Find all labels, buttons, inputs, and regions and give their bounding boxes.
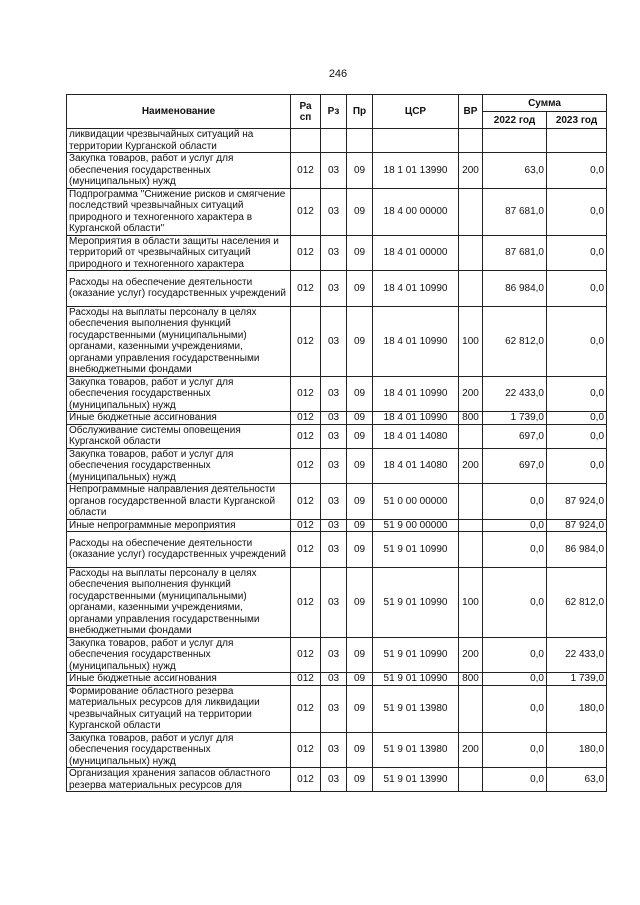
table-row <box>67 685 607 732</box>
table-row <box>67 424 607 448</box>
cell-name: Организация хранения запасов областного резерва материальных ресурсов для <box>67 768 291 792</box>
cell-vr <box>459 235 483 271</box>
cell-sum-2023: 0,0 <box>547 448 607 484</box>
cell-rz: 03 <box>321 519 347 532</box>
cell-name: Закупка товаров, работ и услуг для обеспечения государственных (муниципальных) нужд <box>67 376 291 412</box>
table-row <box>67 412 607 425</box>
cell-vr: 200 <box>459 376 483 412</box>
cell-rz: 03 <box>321 271 347 307</box>
cell-sum-2023: 1 739,0 <box>547 673 607 686</box>
cell-rasp: 012 <box>291 637 321 673</box>
cell-rasp: 012 <box>291 567 321 637</box>
cell-name: Расходы на выплаты персоналу в целях обеспечения выполнения функций государственными (муниципальными) органами, казенными учреждениями, органами управления государственными внебюджетными фондами <box>67 306 291 376</box>
cell-pr: 09 <box>347 153 373 189</box>
header-rz: Рз <box>321 95 347 129</box>
cell-vr <box>459 424 483 448</box>
cell-name: Формирование областного резерва материальных ресурсов для ликвидации чрезвычайных ситуаций на территории Курганской области <box>67 685 291 732</box>
cell-sum-2022: 87 681,0 <box>483 235 547 271</box>
cell-sum-2022: 63,0 <box>483 153 547 189</box>
cell-pr: 09 <box>347 519 373 532</box>
cell-csr: 18 4 01 10990 <box>373 306 459 376</box>
cell-rasp: 012 <box>291 376 321 412</box>
table-row <box>67 153 607 189</box>
cell-sum-2023: 0,0 <box>547 412 607 425</box>
cell-csr: 51 9 01 10990 <box>373 567 459 637</box>
cell-name: Расходы на обеспечение деятельности (оказание услуг) государственных учреждений <box>67 532 291 568</box>
cell-csr: 18 4 01 14080 <box>373 424 459 448</box>
cell-name: Иные бюджетные ассигнования <box>67 673 291 686</box>
cell-sum-2022: 0,0 <box>483 685 547 732</box>
cell-pr: 09 <box>347 448 373 484</box>
cell-sum-2023: 63,0 <box>547 768 607 792</box>
cell-sum-2022: 22 433,0 <box>483 376 547 412</box>
header-year-2022: 2022 год <box>483 112 547 129</box>
cell-rz: 03 <box>321 685 347 732</box>
cell-rz: 03 <box>321 376 347 412</box>
cell-pr: 09 <box>347 412 373 425</box>
cell-rz: 03 <box>321 412 347 425</box>
cell-pr: 09 <box>347 424 373 448</box>
cell-csr: 18 4 01 10990 <box>373 412 459 425</box>
cell-pr: 09 <box>347 484 373 520</box>
cell-sum-2023: 180,0 <box>547 685 607 732</box>
cell-rasp: 012 <box>291 673 321 686</box>
cell-sum-2023: 0,0 <box>547 153 607 189</box>
cell-csr: 18 4 00 00000 <box>373 188 459 235</box>
cell-rasp: 012 <box>291 519 321 532</box>
cell-pr: 09 <box>347 235 373 271</box>
cell-pr: 09 <box>347 376 373 412</box>
cell-name: Подпрограмма "Снижение рисков и смягчение последствий чрезвычайных ситуаций природного и техногенного характера в Курганской области" <box>67 188 291 235</box>
cell-rasp: 012 <box>291 424 321 448</box>
cell-csr: 18 4 01 10990 <box>373 271 459 307</box>
cell-rasp: 012 <box>291 532 321 568</box>
table-row <box>67 188 607 235</box>
cell-vr <box>459 532 483 568</box>
cell-rz: 03 <box>321 637 347 673</box>
cell-sum-2022: 1 739,0 <box>483 412 547 425</box>
cell-rz: 03 <box>321 153 347 189</box>
cell-sum-2022: 62 812,0 <box>483 306 547 376</box>
cell-pr: 09 <box>347 188 373 235</box>
cell-pr: 09 <box>347 271 373 307</box>
cell-csr <box>373 129 459 153</box>
cell-csr: 18 1 01 13990 <box>373 153 459 189</box>
table-row <box>67 637 607 673</box>
header-name: Наименование <box>67 95 291 129</box>
cell-sum-2023: 0,0 <box>547 271 607 307</box>
cell-rz <box>321 129 347 153</box>
cell-name: Закупка товаров, работ и услуг для обеспечения государственных (муниципальных) нужд <box>67 153 291 189</box>
cell-rz: 03 <box>321 484 347 520</box>
header-vr: ВР <box>459 95 483 129</box>
cell-rasp: 012 <box>291 732 321 768</box>
cell-sum-2023 <box>547 129 607 153</box>
cell-name: Расходы на выплаты персоналу в целях обеспечения выполнения функций государственными (муниципальными) органами, казенными учреждениями, органами управления государственными внебюджетными фондами <box>67 567 291 637</box>
table-row <box>67 306 607 376</box>
cell-sum-2023: 0,0 <box>547 235 607 271</box>
cell-sum-2022: 0,0 <box>483 532 547 568</box>
table-row <box>67 271 607 307</box>
cell-pr: 09 <box>347 532 373 568</box>
table-row <box>67 732 607 768</box>
cell-vr: 200 <box>459 153 483 189</box>
cell-vr: 800 <box>459 673 483 686</box>
table-row <box>67 129 607 153</box>
cell-name: ликвидации чрезвычайных ситуаций на территории Курганской области <box>67 129 291 153</box>
cell-rz: 03 <box>321 235 347 271</box>
cell-sum-2023: 0,0 <box>547 424 607 448</box>
cell-csr: 51 9 01 10990 <box>373 637 459 673</box>
cell-csr: 18 4 01 00000 <box>373 235 459 271</box>
cell-rasp: 012 <box>291 271 321 307</box>
cell-csr: 18 4 01 14080 <box>373 448 459 484</box>
cell-rz: 03 <box>321 306 347 376</box>
cell-sum-2022: 0,0 <box>483 637 547 673</box>
table-row <box>67 376 607 412</box>
cell-pr: 09 <box>347 732 373 768</box>
header-pr: Пр <box>347 95 373 129</box>
table-row <box>67 519 607 532</box>
cell-vr: 200 <box>459 637 483 673</box>
cell-sum-2023: 87 924,0 <box>547 484 607 520</box>
cell-sum-2022: 87 681,0 <box>483 188 547 235</box>
cell-csr: 51 9 01 10990 <box>373 532 459 568</box>
header-rasp: Ра сп <box>291 95 321 129</box>
cell-name: Непрограммные направления деятельности органов государственной власти Курганской области <box>67 484 291 520</box>
cell-csr: 18 4 01 10990 <box>373 376 459 412</box>
cell-rasp: 012 <box>291 685 321 732</box>
cell-csr: 51 9 00 00000 <box>373 519 459 532</box>
cell-pr: 09 <box>347 567 373 637</box>
cell-name: Иные бюджетные ассигнования <box>67 412 291 425</box>
cell-pr: 09 <box>347 673 373 686</box>
cell-pr: 09 <box>347 685 373 732</box>
cell-rz: 03 <box>321 768 347 792</box>
cell-pr: 09 <box>347 306 373 376</box>
table-row <box>67 567 607 637</box>
cell-name: Закупка товаров, работ и услуг для обеспечения государственных (муниципальных) нужд <box>67 448 291 484</box>
cell-rasp: 012 <box>291 768 321 792</box>
cell-rz: 03 <box>321 424 347 448</box>
cell-vr <box>459 768 483 792</box>
cell-rasp: 012 <box>291 235 321 271</box>
cell-sum-2023: 22 433,0 <box>547 637 607 673</box>
cell-vr: 800 <box>459 412 483 425</box>
cell-rasp: 012 <box>291 448 321 484</box>
cell-sum-2022: 0,0 <box>483 732 547 768</box>
cell-sum-2022: 0,0 <box>483 519 547 532</box>
cell-name: Закупка товаров, работ и услуг для обеспечения государственных (муниципальных) нужд <box>67 732 291 768</box>
cell-vr: 100 <box>459 306 483 376</box>
cell-sum-2023: 180,0 <box>547 732 607 768</box>
cell-rasp: 012 <box>291 484 321 520</box>
table-row <box>67 235 607 271</box>
cell-sum-2022: 0,0 <box>483 484 547 520</box>
cell-sum-2023: 62 812,0 <box>547 567 607 637</box>
cell-name: Мероприятия в области защиты населения и территорий от чрезвычайных ситуаций природного и техногенного характера <box>67 235 291 271</box>
budget-table <box>66 94 607 792</box>
cell-csr: 51 9 01 13990 <box>373 768 459 792</box>
cell-rasp: 012 <box>291 306 321 376</box>
cell-rz: 03 <box>321 448 347 484</box>
cell-pr: 09 <box>347 768 373 792</box>
cell-sum-2023: 86 984,0 <box>547 532 607 568</box>
cell-name: Обслуживание системы оповещения Курганской области <box>67 424 291 448</box>
table-row <box>67 448 607 484</box>
cell-rz: 03 <box>321 532 347 568</box>
cell-rasp <box>291 129 321 153</box>
cell-vr <box>459 519 483 532</box>
cell-rz: 03 <box>321 732 347 768</box>
cell-sum-2023: 0,0 <box>547 188 607 235</box>
cell-csr: 51 9 01 13980 <box>373 732 459 768</box>
cell-csr: 51 9 01 13980 <box>373 685 459 732</box>
header-year-2023: 2023 год <box>547 112 607 129</box>
cell-rz: 03 <box>321 673 347 686</box>
page-number: 246 <box>328 68 348 80</box>
cell-vr <box>459 129 483 153</box>
cell-vr <box>459 271 483 307</box>
table-body <box>67 129 607 792</box>
cell-vr <box>459 484 483 520</box>
cell-vr: 100 <box>459 567 483 637</box>
cell-vr: 200 <box>459 732 483 768</box>
cell-csr: 51 0 00 00000 <box>373 484 459 520</box>
cell-name: Закупка товаров, работ и услуг для обеспечения государственных (муниципальных) нужд <box>67 637 291 673</box>
cell-sum-2022 <box>483 129 547 153</box>
cell-sum-2022: 0,0 <box>483 567 547 637</box>
cell-sum-2022: 697,0 <box>483 448 547 484</box>
cell-sum-2023: 0,0 <box>547 376 607 412</box>
cell-sum-2022: 0,0 <box>483 768 547 792</box>
table-row <box>67 484 607 520</box>
cell-rasp: 012 <box>291 153 321 189</box>
cell-pr <box>347 129 373 153</box>
cell-csr: 51 9 01 10990 <box>373 673 459 686</box>
header-csr: ЦСР <box>373 95 459 129</box>
cell-vr <box>459 685 483 732</box>
cell-sum-2023: 87 924,0 <box>547 519 607 532</box>
cell-vr: 200 <box>459 448 483 484</box>
table-row <box>67 532 607 568</box>
cell-pr: 09 <box>347 637 373 673</box>
cell-sum-2022: 86 984,0 <box>483 271 547 307</box>
cell-rasp: 012 <box>291 188 321 235</box>
cell-vr <box>459 188 483 235</box>
table-header <box>67 95 607 129</box>
cell-sum-2023: 0,0 <box>547 306 607 376</box>
cell-sum-2022: 697,0 <box>483 424 547 448</box>
header-sum: Сумма <box>483 95 607 112</box>
cell-rz: 03 <box>321 188 347 235</box>
cell-name: Иные непрограммные мероприятия <box>67 519 291 532</box>
table-row <box>67 768 607 792</box>
cell-name: Расходы на обеспечение деятельности (оказание услуг) государственных учреждений <box>67 271 291 307</box>
cell-rasp: 012 <box>291 412 321 425</box>
cell-rz: 03 <box>321 567 347 637</box>
table-row <box>67 673 607 686</box>
cell-sum-2022: 0,0 <box>483 673 547 686</box>
